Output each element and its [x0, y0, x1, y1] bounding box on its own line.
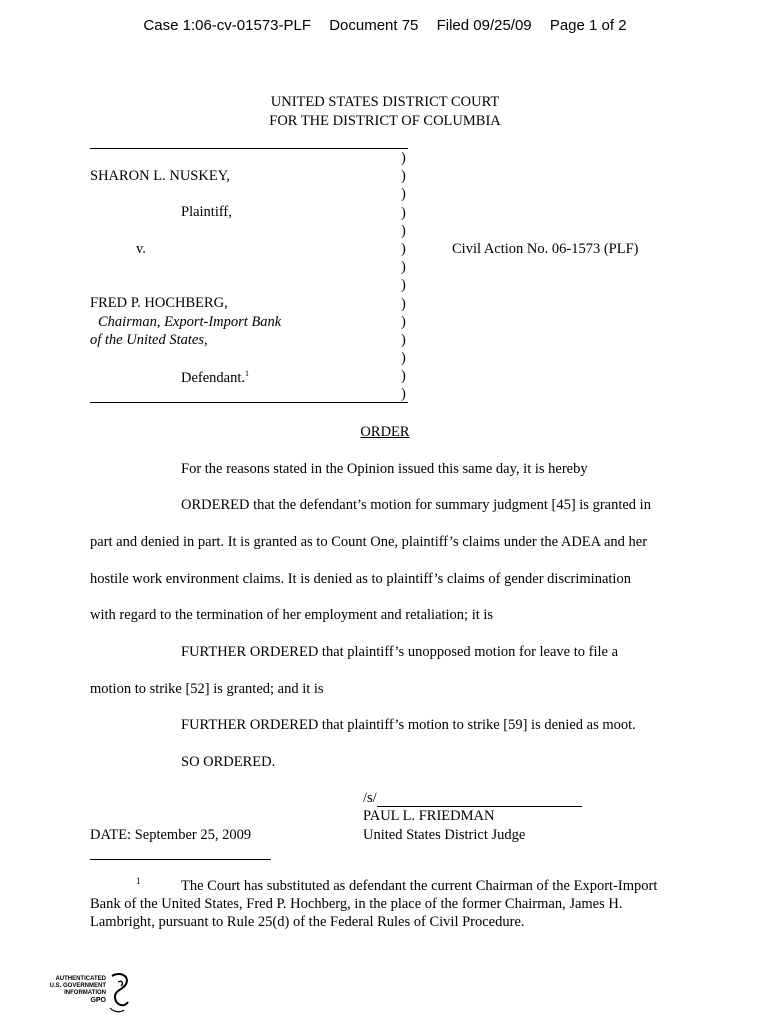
footnote-reference: 1 [245, 369, 250, 378]
plaintiff-role: Plaintiff, [181, 204, 232, 220]
order-line: ORDERED that the defendant’s motion for summary judgment [45] is granted in [181, 497, 651, 513]
page-number: Page 1 of 2 [549, 17, 627, 34]
defendant-role: Defendant.$^1$ [181, 369, 250, 386]
versus: v. [136, 241, 146, 257]
defendant-title: Chairman, Export-Import Bank [98, 314, 282, 330]
gpo-authentication-seal: AUTHENTICATED U.S. GOVERNMENT INFORMATION GPO [44, 972, 134, 1016]
document-number: Document 75 [329, 17, 419, 34]
order-line: FURTHER ORDERED that plaintiff’s motion to strike [59] is denied as moot. [181, 717, 636, 733]
plaintiff-name: SHARON L. NUSKEY, [90, 168, 230, 184]
filed-date: Filed 09/25/09 [436, 17, 532, 34]
order-date: DATE: September 25, 2009 [90, 827, 252, 843]
footnote-line: Lambright, pursuant to Rule 25(d) of the Federal Rules of Civil Procedure. [90, 914, 525, 930]
order-line: FURTHER ORDERED that plaintiff’s unopposed motion for leave to file a [181, 644, 619, 660]
signature-line: /s/ [363, 790, 582, 807]
caption-top-rule [90, 148, 408, 149]
defendant-title-line2: of the United States, [90, 332, 208, 348]
footnote-line: The Court has substituted as defendant the current Chairman of the Export-Import [181, 878, 658, 894]
civil-action-number: Civil Action No. 06-1573 (PLF) [452, 241, 639, 257]
order-line: motion to strike [52] is granted; and it is [90, 681, 324, 697]
document-header [0, 17, 770, 34]
order-title: ORDER [360, 424, 410, 440]
case-number: Case 1:06-cv-01573-PLF [143, 17, 312, 34]
footnote-line: Bank of the United States, Fred P. Hochberg, in the place of the former Chairman, James H. [90, 896, 623, 912]
caption-paren-column: ) ) ) ) ) ) ) ) ) ) ) ) ) ) [401, 150, 406, 403]
footnote-number: 1 [136, 876, 141, 886]
order-line: For the reasons stated in the Opinion issued this same day, it is hereby [181, 461, 588, 477]
caption-bottom-rule [90, 402, 408, 403]
order-line: with regard to the termination of her employment and retaliation; it is [90, 607, 494, 623]
judge-title: United States District Judge [363, 827, 526, 843]
judge-name: PAUL L. FRIEDMAN [363, 808, 495, 824]
eagle-seal-icon [106, 972, 132, 1014]
footnote-separator [90, 859, 271, 860]
order-line: part and denied in part. It is granted as to Count One, plaintiff’s claims under the ADEA and her [90, 534, 648, 550]
court-district: FOR THE DISTRICT OF COLUMBIA [269, 113, 501, 129]
order-line: hostile work environment claims. It is denied as to plaintiff’s claims of gender discrimination [90, 571, 631, 587]
so-ordered: SO ORDERED. [181, 754, 276, 770]
court-name: UNITED STATES DISTRICT COURT [270, 94, 500, 110]
defendant-name: FRED P. HOCHBERG, [90, 295, 228, 311]
